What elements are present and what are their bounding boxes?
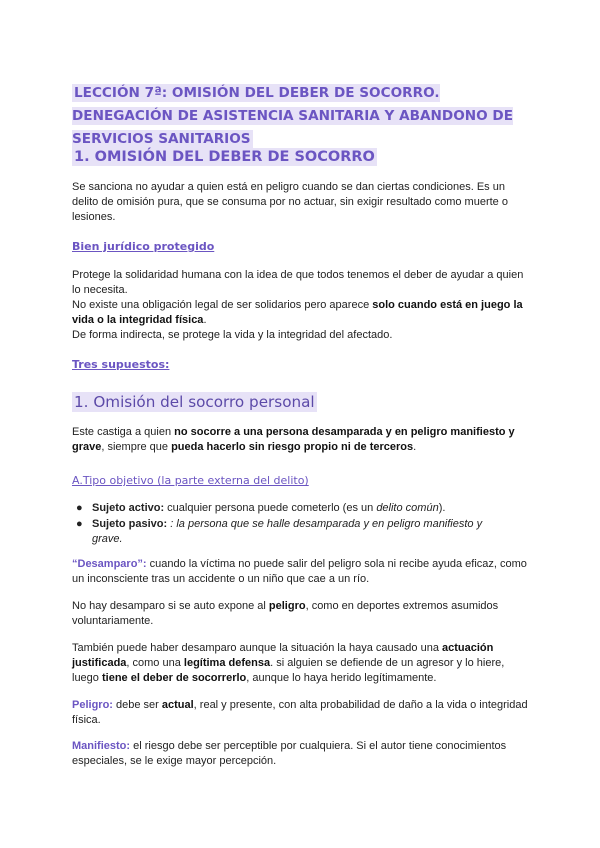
- bien-juridico-heading: Bien jurídico protegido: [72, 240, 215, 253]
- bien-juridico-text: Protege la solidaridad humana con la idea de que todos tenemos el deber de ayudar a quien lo necesita. No existe una obligación legal de ser solidarios pero aparece solo cuando está en juego la vida o la integridad física. De forma indirecta, se protege la vida y la integridad del afectado.: [72, 269, 524, 341]
- tipo-objetivo-heading: A.Tipo objetivo (la parte externa del delito): [72, 474, 309, 487]
- tres-supuestos-heading: Tres supuestos:: [72, 358, 170, 371]
- no-desamparo-paragraph: No hay desamparo si se auto expone al peligro, como en deportes extremos asumidos voluntariamente.: [72, 600, 499, 627]
- subsection-heading: 1. Omisión del socorro personal: [74, 393, 315, 411]
- manifiesto-paragraph: Manifiesto: el riesgo debe ser perceptible por cualquiera. Si el autor tiene conocimientos especiales, se le exige mayor percepción.: [72, 740, 507, 767]
- list-item: ● Sujeto activo: cualquier persona puede cometerlo (es un delito común).: [76, 502, 446, 514]
- subsection-intro: Este castiga a quien no socorre a una persona desamparada y en peligro manifiesto y grave, siempre que pueda hacerlo sin riesgo propio ni de terceros.: [72, 426, 515, 453]
- list-item: ● Sujeto pasivo: : la persona que se halle desamparada y en peligro manifiesto y grave.: [76, 518, 483, 545]
- bullet-icon: ●: [76, 518, 83, 530]
- section-intro: Se sanciona no ayudar a quien está en peligro cuando se dan ciertas condiciones. Es un delito de omisión pura, que se consuma por no actuar, sin exigir resultado como muerte o lesiones.: [72, 181, 508, 223]
- section-heading: 1. OMISIÓN DEL DEBER DE SOCORRO: [74, 149, 375, 165]
- peligro-paragraph: Peligro: debe ser actual, real y presente, con alta probabilidad de daño a la vida o integridad física.: [72, 699, 528, 726]
- desamparo-paragraph: “Desamparo”: cuando la víctima no puede salir del peligro sola ni recibe ayuda eficaz, como un inconsciente tras un accidente o un niño que cae a un río.: [72, 558, 527, 585]
- lesson-title: LECCIÓN 7ª: OMISIÓN DEL DEBER DE SOCORRO. DENEGACIÓN DE ASISTENCIA SANITARIA Y ABANDONO DE SERVICIOS SANITARIOS: [72, 85, 513, 147]
- tambien-paragraph: También puede haber desamparo aunque la situación la haya causado una actuación justificada, como una legítima defensa. si alguien se defiende de un agresor y lo hiere, luego tiene el deber de socorrerlo, aunque lo haya herido legítimamente.: [72, 642, 505, 684]
- bullet-icon: ●: [76, 502, 83, 514]
